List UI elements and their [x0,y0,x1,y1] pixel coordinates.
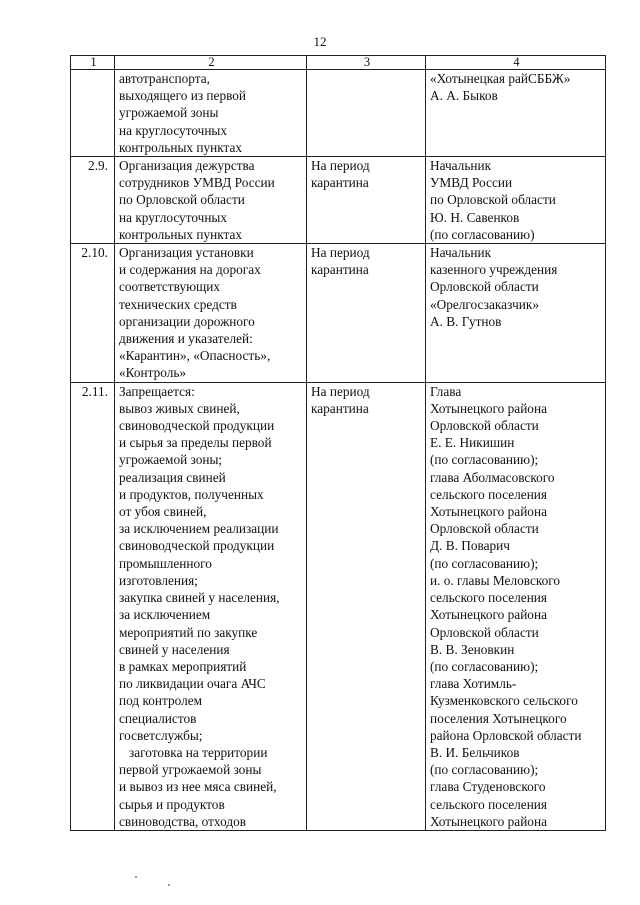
responsible-line: (по согласованию); [430,555,539,571]
responsible-line: района Орловской области [430,727,582,743]
responsible-line: сельского поселения [430,486,548,502]
action-line: свиноводческой продукции [119,538,275,554]
action-line: от убоя свиней, [119,504,207,520]
action-cell [115,70,307,157]
responsible-line: сельского поселения [430,796,548,812]
responsible-line: Орловской области [430,418,539,434]
responsible-line: Хотынецкого района [430,504,547,520]
action-line: выходящего из первой [119,88,247,104]
responsible-line: Начальник [430,245,492,261]
table-body [71,56,606,831]
responsible-line: Орловской области [430,279,539,295]
action-line: и сырья за пределы первой [119,435,272,451]
responsible-line: УМВД России [430,175,513,191]
responsible-line: Хотынецкого района [430,813,547,829]
action-line: госветслужбы; [119,727,203,743]
period-cell [307,382,426,830]
responsible-line: (по согласованию); [430,658,539,674]
responsible-line: Кузменковского сельского [430,693,578,709]
period-cell [307,70,426,157]
action-line: специалистов [119,710,197,726]
responsible-line: В. В. Зеновкин [430,641,515,657]
action-line: свиноводческой продукции [119,418,275,434]
action-line: Запрещается: [119,383,195,399]
responsible-line: Хотынецкого района [430,400,547,416]
responsible-line: В. И. Бельчиков [430,744,520,760]
action-line: и вывоз из нее мяса свиней, [119,779,277,795]
responsible-line: казенного учреждения [430,262,558,278]
action-line: в рамках мероприятий [119,658,247,674]
responsible-line: Ю. Н. Савенков [430,209,520,225]
action-line: и продуктов, полученных [119,486,264,502]
action-line: автотранспорта, [119,71,210,86]
action-line: соответствующих [119,279,221,295]
responsible-line: (по согласованию); [430,762,539,778]
responsible-line: по Орловской области [430,192,556,208]
responsible-line: Начальник [430,158,492,174]
action-line: закупка свиней у населения, [119,590,280,606]
header-col-2: 2 [115,56,307,70]
action-line: за исключением реализации [119,521,279,537]
period-line: карантина [311,400,369,416]
action-line: Организация установки [119,245,254,261]
row-number-cell [71,70,115,157]
responsible-line: «Хотынецкая райСББЖ» [430,71,571,86]
action-line: контрольных пунктах [119,139,243,155]
responsible-cell [426,70,606,157]
row-number: 2.9. [88,158,108,174]
responsible-cell [426,244,606,383]
responsible-line: глава Студеновского [430,779,546,795]
period-line: карантина [311,175,369,191]
action-line: технических средств [119,296,237,312]
table-row [71,244,606,383]
header-col-3: 3 [307,56,426,70]
responsible-line: Орловской области [430,624,539,640]
responsible-line: (по согласованию); [430,452,539,468]
action-line: за исключением [119,607,211,623]
action-line: и содержания на дорогах [119,262,261,278]
responsible-line: поселения Хотынецкого [430,710,567,726]
action-line: Организация дежурства [119,158,255,174]
responsible-line: Е. Е. Никишин [430,435,515,451]
row-number: 2.10. [81,245,108,261]
period-line: На период [311,383,370,399]
row-number: 2.11. [81,383,108,399]
action-line: организации дорожного [119,313,255,329]
action-line: контрольных пунктах [119,226,243,242]
scan-speck [168,884,170,886]
action-line: реализация свиней [119,469,226,485]
action-line: движения и указателей: [119,331,253,347]
action-line: по ликвидации очага АЧС [119,676,266,692]
measures-table [70,55,606,831]
responsible-line: Д. В. Поварич [430,538,510,554]
period-line: карантина [311,262,369,278]
responsible-line: А. А. Быков [430,88,498,104]
action-line: на круглосуточных [119,122,228,138]
responsible-line: Глава [430,383,462,399]
action-cell [115,244,307,383]
scan-speck [135,876,137,878]
action-line: угрожаемой зоны [119,105,219,121]
action-line: свиноводства, отходов [119,813,247,829]
action-line: под контролем [119,693,203,709]
responsible-cell [426,382,606,830]
responsible-line: «Орелгосзаказчик» [430,296,539,312]
action-line: заготовка на территории [129,744,268,760]
period-cell [307,244,426,383]
page-number: 12 [313,34,327,49]
responsible-line: А. В. Гутнов [430,313,502,329]
action-line: по Орловской области [119,192,245,208]
table-row [71,157,606,244]
responsible-line: Хотынецкого района [430,607,547,623]
responsible-cell [426,157,606,244]
period-cell [307,157,426,244]
table-row [71,382,606,830]
responsible-line: Орловской области [430,521,539,537]
action-line: свиней у населения [119,641,230,657]
period-line: На период [311,158,370,174]
action-cell [115,157,307,244]
responsible-line: глава Аболмасовского [430,469,555,485]
header-col-4: 4 [426,56,606,70]
action-line: на круглосуточных [119,209,228,225]
action-line: вывоз живых свиней, [119,400,240,416]
action-line: угрожаемой зоны; [119,452,223,468]
row-number-cell [71,244,115,383]
table-row [71,70,606,157]
responsible-line: сельского поселения [430,590,548,606]
action-line: первой угрожаемой зоны [119,762,262,778]
action-line: изготовления; [119,572,198,588]
row-number-cell [71,157,115,244]
responsible-line: глава Хотимль- [430,676,517,692]
action-line: «Карантин», «Опасность», [119,348,271,364]
responsible-line: и. о. главы Меловского [430,572,561,588]
action-line: «Контроль» [119,365,187,381]
row-number-cell [71,382,115,830]
action-line: сотрудников УМВД России [119,175,275,191]
header-col-1: 1 [71,56,115,70]
responsible-line: (по согласованию) [430,226,535,242]
action-line: сырья и продуктов [119,796,225,812]
period-line: На период [311,245,370,261]
table-header-row [71,56,606,70]
action-line: промышленного [119,555,212,571]
action-cell [115,382,307,830]
action-line: мероприятий по закупке [119,624,258,640]
